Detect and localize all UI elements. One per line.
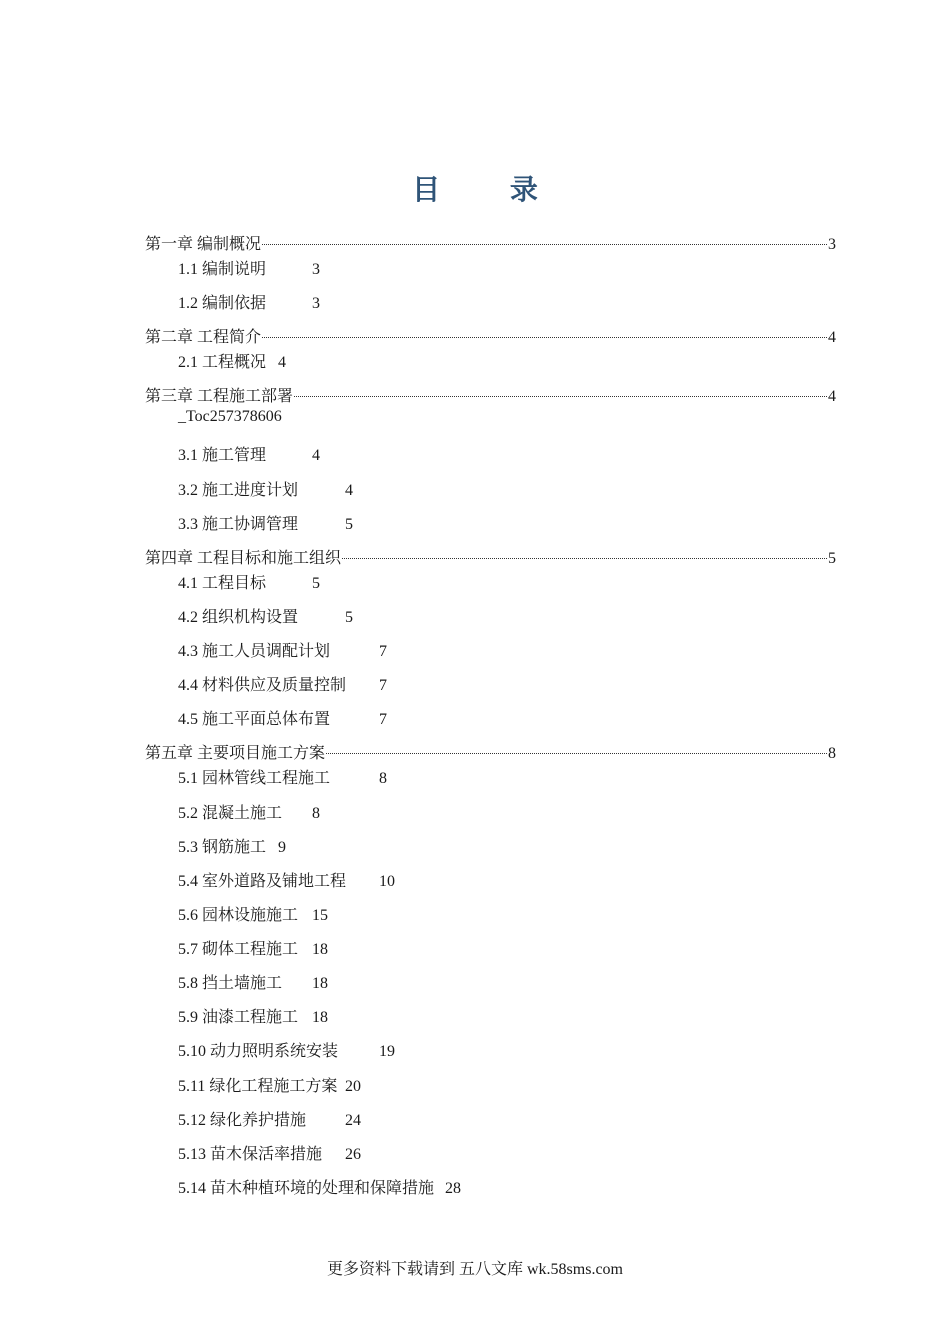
toc-page-number: 4 (345, 482, 353, 499)
toc-section-label: 5.1 园林管线工程施工 (178, 770, 331, 787)
toc-section-4-3[interactable] (178, 638, 387, 661)
toc-chapter-label: 第四章 工程目标和施工组织 (145, 550, 342, 567)
toc-section-label: 5.7 砌体工程施工 (178, 941, 299, 958)
toc-section-label: 3.1 施工管理 (178, 447, 267, 464)
toc-section-1-2[interactable] (178, 290, 320, 313)
toc-section-label: 4.2 组织机构设置 (178, 609, 299, 626)
page-title: 目 录 (412, 173, 568, 206)
toc-section-5-8[interactable] (178, 970, 328, 993)
toc-section-label: 5.11 绿化工程施工方案 (178, 1078, 338, 1095)
toc-page-number: 5 (312, 575, 320, 592)
toc-chapter-4[interactable] (145, 545, 836, 568)
toc-section-5-10[interactable] (178, 1038, 395, 1061)
toc-page-number: 8 (828, 745, 836, 762)
toc-section-label: 5.14 苗木种植环境的处理和保障措施 (178, 1180, 435, 1197)
toc-section-5-1[interactable] (178, 765, 387, 788)
toc-section-4-2[interactable] (178, 604, 353, 627)
toc-page-number: 4 (278, 354, 286, 371)
toc-chapter-label: 第三章 工程施工部署 (145, 388, 294, 405)
toc-page-number: 7 (379, 711, 387, 728)
dot-leader (262, 244, 827, 245)
toc-page-number: 28 (445, 1180, 461, 1197)
toc-section-4-1[interactable] (178, 570, 320, 593)
toc-chapter-label: 第五章 主要项目施工方案 (145, 745, 326, 762)
toc-section-5-11[interactable] (178, 1073, 361, 1096)
toc-section-label: 5.10 动力照明系统安装 (178, 1043, 339, 1060)
toc-section-label: 4.5 施工平面总体布置 (178, 711, 331, 728)
toc-section-2-1[interactable] (178, 349, 286, 372)
toc-section-5-2[interactable] (178, 800, 320, 823)
toc-page-number: 4 (828, 329, 836, 346)
footer-link-text[interactable]: 更多资料下载请到 五八文库 wk.58sms.com (326, 1261, 623, 1278)
toc-page-number: 7 (379, 677, 387, 694)
toc-section-label: 5.9 油漆工程施工 (178, 1009, 299, 1026)
toc-page-number: 5 (345, 516, 353, 533)
toc-page-number: 5 (828, 550, 836, 567)
toc-page-number: 15 (312, 907, 328, 924)
toc-page-number: 10 (379, 873, 395, 890)
toc-chapter-5[interactable] (145, 740, 836, 763)
toc-page-number: 18 (312, 1009, 328, 1026)
toc-page-number: 8 (379, 770, 387, 787)
toc-section-label: 2.1 工程概况 (178, 354, 267, 371)
toc-section-label: 4.4 材料供应及质量控制 (178, 677, 347, 694)
toc-section-1-1[interactable] (178, 256, 320, 279)
toc-page-number: 3 (312, 261, 320, 278)
toc-page-number: 9 (278, 839, 286, 856)
toc-section-5-4[interactable] (178, 868, 395, 891)
toc-page-number: 4 (828, 388, 836, 405)
toc-section-5-13[interactable] (178, 1141, 361, 1164)
toc-section-5-14[interactable] (178, 1175, 461, 1198)
toc-page-number: 24 (345, 1112, 361, 1129)
toc-section-5-7[interactable] (178, 936, 328, 959)
toc-section-3-1[interactable] (178, 442, 320, 465)
toc-section-label: 5.8 挡土墙施工 (178, 975, 283, 992)
toc-chapter-2[interactable] (145, 324, 836, 347)
toc-section-3-2[interactable] (178, 477, 353, 500)
toc-page-number: 3 (828, 236, 836, 253)
toc-chapter-3[interactable] (145, 383, 836, 406)
toc-page-number: 7 (379, 643, 387, 660)
toc-section-label: 5.12 绿化养护措施 (178, 1112, 307, 1129)
toc-page-number: 19 (379, 1043, 395, 1060)
toc-section-label: 4.1 工程目标 (178, 575, 267, 592)
toc-section-4-4[interactable] (178, 672, 387, 695)
toc-page-number: 3 (312, 295, 320, 312)
toc-anchor-text: _Toc257378606 (178, 408, 282, 425)
toc-section-label: 3.3 施工协调管理 (178, 516, 299, 533)
toc-page-number: 18 (312, 941, 328, 958)
toc-section-5-6[interactable] (178, 902, 328, 925)
toc-section-label: 5.6 园林设施施工 (178, 907, 299, 924)
toc-section-label: 5.4 室外道路及铺地工程 (178, 873, 347, 890)
toc-page-number: 5 (345, 609, 353, 626)
toc-section-5-12[interactable] (178, 1107, 361, 1130)
toc-page-number: 26 (345, 1146, 361, 1163)
dot-leader (342, 558, 827, 559)
toc-page-number: 4 (312, 447, 320, 464)
toc-chapter-1[interactable] (145, 231, 836, 254)
toc-section-3-3[interactable] (178, 511, 353, 534)
toc-section-label: 3.2 施工进度计划 (178, 482, 299, 499)
toc-section-label: 1.1 编制说明 (178, 261, 267, 278)
toc-section-label: 5.3 钢筋施工 (178, 839, 267, 856)
toc-section-5-3[interactable] (178, 834, 286, 857)
toc-section-5-9[interactable] (178, 1004, 328, 1027)
toc-page-number: 8 (312, 805, 320, 822)
toc-section-label: 5.13 苗木保活率措施 (178, 1146, 323, 1163)
dot-leader (262, 337, 827, 338)
toc-section-4-5[interactable] (178, 706, 387, 729)
toc-page-number: 18 (312, 975, 328, 992)
toc-page-number: 20 (345, 1078, 361, 1095)
toc-chapter-label: 第一章 编制概况 (145, 236, 262, 253)
toc-section-label: 5.2 混凝土施工 (178, 805, 283, 822)
dot-leader (294, 396, 827, 397)
dot-leader (326, 753, 827, 754)
toc-chapter-label: 第二章 工程简介 (145, 329, 262, 346)
toc-section-label: 1.2 编制依据 (178, 295, 267, 312)
toc-section-label: 4.3 施工人员调配计划 (178, 643, 331, 660)
